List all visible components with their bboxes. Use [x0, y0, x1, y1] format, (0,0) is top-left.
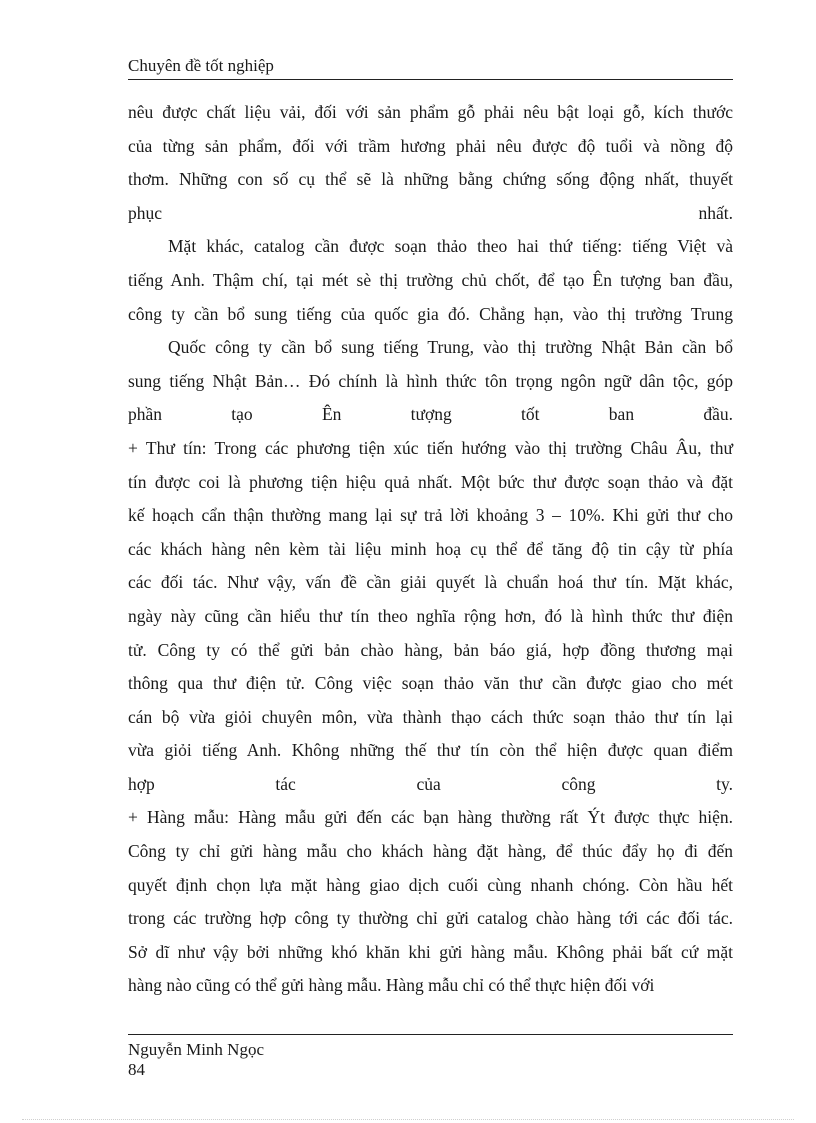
text-line: các khách hàng nên kèm tài liệu minh hoạ cụ thể để tăng độ tin cậy từ phía: [128, 538, 733, 559]
text-line: tín được coi là phương tiện hiệu quả nhất. Một bức thư được soạn thảo và đặt: [128, 471, 733, 492]
text-line: Sở dĩ như vậy bởi những khó khăn khi gửi hàng mẫu. Không phải bất cứ mặt: [128, 941, 733, 962]
text-line: + Hàng mẫu: Hàng mẫu gửi đến các bạn hàng thường rất Ýt được thực hiện.: [128, 807, 733, 828]
text-line: công ty cần bổ sung tiếng của quốc gia đó. Chẳng hạn, vào thị trường Trung: [128, 303, 733, 324]
text-line: Công ty chỉ gửi hàng mẫu cho khách hàng đặt hàng, để thúc đẩy họ đi đến: [128, 841, 733, 862]
text-line: sung tiếng Nhật Bản… Đó chính là hình thức tôn trọng ngôn ngữ dân tộc, góp: [128, 370, 733, 391]
text-line: của từng sản phẩm, đối với trầm hương phải nêu được độ tuổi và nồng độ: [128, 135, 733, 156]
header-rule: [128, 79, 733, 80]
text-line: Mặt khác, catalog cần được soạn thảo theo hai thứ tiếng: tiếng Việt và: [168, 236, 733, 257]
body-text: [128, 96, 733, 1003]
text-line: kế hoạch cẩn thận thường mang lại sự trả lời khoảng 3 – 10%. Khi gửi thư cho: [128, 505, 733, 526]
text-line: tử. Công ty có thể gửi bản chào hàng, bản báo giá, hợp đồng thương mại: [128, 639, 733, 660]
footer-author: Nguyễn Minh Ngọc: [128, 1040, 264, 1059]
text-line: nêu được chất liệu vải, đối với sản phẩm gỗ phải nêu bật loại gỗ, kích thước: [128, 102, 733, 122]
text-line: + Thư tín: Trong các phương tiện xúc tiến hướng vào thị trường Châu Âu, thư: [128, 437, 733, 458]
footer-rule: [128, 1034, 733, 1035]
text-line: thông qua thư điện tử. Công việc soạn thảo văn thư cần được giao cho mét: [128, 673, 733, 694]
page-header-title: Chuyên đề tốt nghiệp: [128, 56, 274, 75]
page-footer: [128, 1040, 264, 1080]
text-line: vừa giỏi tiếng Anh. Không những thế thư tín còn thể hiện được quan điểm: [128, 740, 733, 761]
text-line: cán bộ vừa giỏi chuyên môn, vừa thành thạo cách thức soạn thảo thư tín lại: [128, 706, 733, 727]
text-line: Quốc công ty cần bổ sung tiếng Trung, vào thị trường Nhật Bản cần bổ: [168, 337, 733, 358]
text-line: thơm. Những con số cụ thể sẽ là những bằng chứng sống động nhất, thuyết: [128, 169, 733, 190]
text-line: ngày này cũng cần hiểu thư tín theo nghĩa rộng hơn, đó là hình thức thư điện: [128, 605, 733, 626]
text-line: tiếng Anh. Thậm chí, tại mét sè thị trường chủ chốt, để tạo Ên tượng ban đầu,: [128, 269, 733, 290]
text-line: hợp tác của công ty.: [128, 773, 733, 794]
page-bottom-border: [22, 1119, 794, 1120]
page-number: 84: [128, 1060, 145, 1079]
text-line: trong các trường hợp công ty thường chỉ gửi catalog chào hàng tới các đối tác.: [128, 908, 733, 929]
text-line: các đối tác. Như vậy, vấn đề cần giải quyết là chuẩn hoá thư tín. Mặt khác,: [128, 572, 733, 593]
text-line: quyết định chọn lựa mặt hàng giao dịch cuối cùng nhanh chóng. Còn hầu hết: [128, 874, 733, 895]
text-line: phục nhất.: [128, 202, 733, 223]
text-line: phần tạo Ên tượng tốt ban đầu.: [128, 404, 733, 425]
text-line: hàng nào cũng có thể gửi hàng mẫu. Hàng mẫu chỉ có thể thực hiện đối với: [128, 975, 655, 996]
